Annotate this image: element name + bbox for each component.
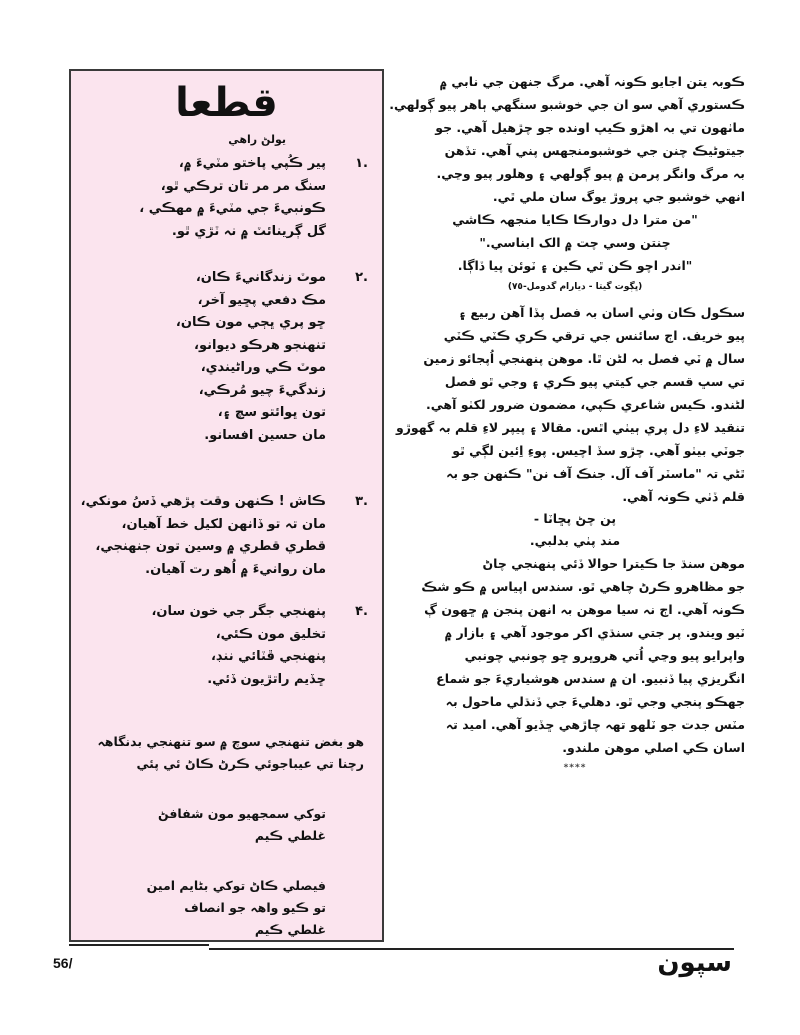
- verse-line: مان روانيءَ ۾ اُهو رت آهيان.: [145, 561, 326, 577]
- poem-box: [69, 69, 384, 942]
- citation: (ڀڳوت گيتا - ديارام گدومل-٧٥): [507, 282, 643, 292]
- text-line: واپرايو پيو وڃي اُتي هروڀرو ڇو چونبي چونبي: [464, 648, 745, 663]
- centered-verse: [405, 508, 745, 552]
- stanza-number: .۴: [355, 604, 368, 619]
- verse-line: موٽ ڪي وراڻيندي،: [200, 360, 326, 375]
- free-verse-1: [97, 731, 364, 775]
- verse-line: فيصلي ڪاڻ توکي بڻايم امين: [146, 878, 326, 893]
- text-line: جهڪو پنجي وجي ٿو. دهليءَ جي ڏنڌلي ماحول بہ: [445, 694, 745, 709]
- verse-line: زندگيءَ چيو مُرڪي،: [198, 382, 326, 398]
- verse-line: غلطي ڪيم: [254, 828, 326, 843]
- stanza-number: .٣: [355, 494, 368, 509]
- text-line: مند پٺي بدلبي.: [529, 533, 621, 548]
- text-line: ڪستوري آهي سو ان جي خوشبو سنگهي ٻاهر پيو ڳولهي.: [389, 97, 745, 112]
- verse-line: سنگ مر مر تان ترڪي ٿو،: [160, 178, 326, 194]
- verse-line: مان تہ تو ڏانهن لکيل خط آهيان،: [121, 516, 326, 532]
- free-verse-2: [158, 803, 326, 847]
- text-line: تي سڀ قسم جي کيتي پيو ڪري ۽ وجي ٿو فصل: [444, 374, 745, 389]
- text-line: اسان ڪي اصلي موهن ملندو.: [562, 740, 745, 755]
- verse-line: تو ڪيو واهہ جو انصاف: [184, 900, 326, 915]
- stanza-3: [81, 491, 368, 581]
- verse-line: قطري قطري ۾ وسين تون جنهنجي،: [95, 539, 326, 554]
- text-line: موهن سنڌ جا ڪيترا حوالا ڏئي پنهنجي چاڻ: [482, 556, 745, 571]
- stanza-4: [151, 601, 368, 691]
- quoted-verse: [405, 208, 745, 277]
- verse-line: گل ڳرينائٽ ۾ نہ ٽڙي ٿو.: [171, 223, 326, 239]
- stanza-number: .٢: [355, 270, 368, 285]
- verse-line: موٽ زندگانيءَ ڪان،: [195, 270, 326, 285]
- text-line: سال ۾ ٽي فصل بہ لڻن ٿا. موهن پنهنجي اُپجائو زمين: [423, 351, 745, 366]
- free-verse-3: [147, 875, 326, 941]
- text-line: جو مظاهرو ڪرڻ چاهي ٿو. سندس اپياس ۾ ڪو شڪ: [421, 579, 745, 594]
- verse-line: هو بغض تنهنجي سوچ ۾ سو تنهنجي بدنگاهہ: [97, 734, 364, 749]
- footer-rule: [209, 948, 734, 950]
- poet-name: يولڻ راهي: [228, 133, 286, 146]
- stanza-number: .١: [355, 156, 368, 171]
- text-line: "من مترا دل دوارڪا ڪايا منجهہ ڪاشي: [452, 212, 698, 227]
- stanza-2: [176, 267, 368, 447]
- verse-line: ڇو پري ڀڄي مون ڪان،: [175, 315, 326, 330]
- text-line: چنتن وسي چت ۾ الک ابناسي.": [479, 235, 671, 250]
- text-line: پن چڻ پڇاٽا -: [533, 511, 617, 526]
- stanza-1: [139, 153, 368, 243]
- verse-line: پنهنجي ڦٽائي ننڊ،: [210, 649, 326, 664]
- page-number: 56/: [53, 955, 73, 971]
- text-line: مٽس جدت جو ٽلهو تهہ چاڙهي ڇڏيو آهي. اميد تہ: [445, 717, 745, 732]
- text-line: "اندر اچو ڪن ٿي ڪين ۽ ٽوئن پيا ڏاڳا.: [457, 258, 693, 273]
- text-line: سڪول ڪان وٺي اسان بہ فصل پڏا آهن ربيع ۽: [458, 305, 745, 320]
- text-line: لڻندو. ڪيس شاعري ڪپي، مضمون ضرور لکٺو آهي.: [426, 397, 745, 412]
- text-line: قلم ڏٺي ڪونہ آهي.: [622, 489, 745, 504]
- verse-line: تخليق مون ڪئي،: [215, 626, 326, 642]
- verse-line: پير ڪُپي پاختو مٽيءَ ۾،: [178, 156, 326, 171]
- verse-line: ڇڏيم راتڙيون ڏئي.: [207, 671, 326, 687]
- text-line: ڪوبہ يتن اجايو ڪونہ آهي. مرگ جنهن جي نابي ۾: [439, 74, 745, 89]
- verse-line: تنهنجو هرڪو ديوانو،: [194, 337, 326, 353]
- poem-title: قطعا: [175, 80, 278, 126]
- magazine-masthead: سپون: [657, 948, 732, 978]
- text-line: تنقيد لاءِ دل پري ٻيٺي اٿس. مقالا ۽ پيپر لاءِ قلم بہ گهوڙو: [395, 420, 745, 435]
- text-line: ڪونہ آهي. اڄ نہ سيا موهن بہ انهن پنجن ۾ ڇهون ڳ: [424, 602, 745, 617]
- article-paragraph-1: [389, 70, 745, 208]
- verse-line: مڪ دفعي پڇيو آخر،: [197, 292, 326, 308]
- end-mark: ****: [563, 763, 587, 773]
- verse-line: رچنا تي عيباجوئي ڪرڻ ڪاڻ ئي پئي: [136, 756, 364, 771]
- article-column: [389, 70, 745, 773]
- text-line: ٿڻي تہ "ماسٽر آف آل. جنڪ آف نن" ڪنهن جو بہ: [446, 466, 745, 481]
- verse-line: پنهنجي جگر جي خون سان،: [151, 604, 326, 619]
- text-line: بہ مرگ وانگر پرمن ۾ پيو ڳولهي ۽ وهلور پيو وڃي.: [436, 166, 745, 181]
- article-paragraph-2: [395, 301, 745, 508]
- article-paragraph-3: [405, 552, 745, 759]
- text-line: جوٽي بيٺو آهي. چڙو سڏ اچيس. پوءِ اِئين لڳي ٿو: [452, 443, 745, 458]
- text-line: پيو خريف. اڄ سائنس جي ترقي ڪري ڪٽي ڪٽي: [443, 328, 745, 343]
- verse-line: غلطي ڪيم: [254, 922, 326, 937]
- verse-line: ڪاش ! ڪنهن وقت پڙهي ڏسُ مونکي،: [80, 494, 326, 509]
- text-line: انگريزي پيا ڏنبيو. ان ۾ سندس هوشياريءَ جو شماع: [436, 671, 745, 686]
- footer-rule-left: [69, 944, 209, 946]
- verse-line: ڪونبيءَ جي مٽيءَ ۾ مهڪي ،: [139, 201, 326, 216]
- text-line: جيتوڻيڪ چنن جي خوشبومنجهس پني آهي. تڏهن: [444, 143, 745, 158]
- text-line: ٽيو ويندو. پر جتي سنڌي اکر موجود آهي ۽ بازار ۾: [444, 625, 745, 640]
- verse-line: مان حسين افسانو.: [204, 427, 326, 443]
- text-line: ماٺهون تي بہ اهڙو ڪيپ اونده جو چڙهيل آهي. جو: [435, 120, 745, 135]
- text-line: انهي خوشبو جي پروڙ يوگ سان ملي ٿي.: [492, 189, 745, 204]
- verse-line: توکي سمجهيو مون شفافڻ: [157, 806, 326, 821]
- verse-line: تون ڀوائتو سچ ۽،: [217, 405, 326, 420]
